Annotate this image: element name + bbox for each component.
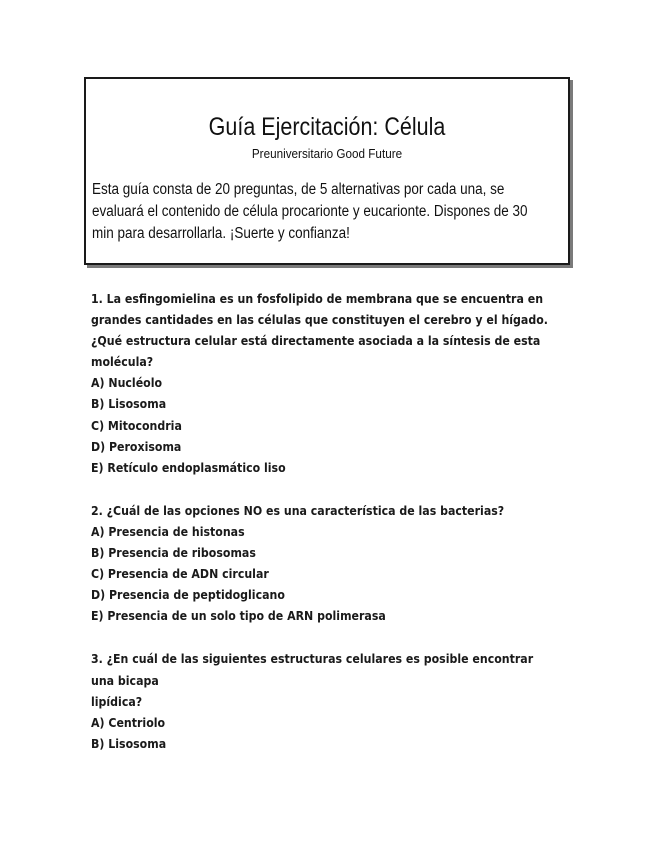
question-3	[91, 648, 581, 753]
answer-option-a: A) Nucléolo	[91, 375, 163, 391]
intro-line: min para desarrollarla. ¡Suerte y confianza!	[92, 225, 350, 242]
question-stem-line: 1. La esfingomielina es un fosfolipido de membrana que se encuentra en	[91, 291, 544, 306]
question-2	[91, 500, 581, 627]
question-list	[91, 288, 581, 754]
intro-line: Esta guía consta de 20 preguntas, de 5 alternativas por cada una, se	[92, 181, 505, 198]
intro-line: evaluará el contenido de célula procarionte y eucarionte. Dispones de 30	[92, 203, 528, 220]
answer-option-d: D) Presencia de peptidoglicano	[91, 587, 285, 603]
answer-option-d: D) Peroxisoma	[91, 438, 182, 454]
intro-paragraph	[92, 179, 562, 245]
question-spacer	[91, 478, 581, 500]
answer-option-a: A) Presencia de histonas	[91, 523, 245, 539]
question-stem-line: lipídica?	[91, 693, 143, 709]
answer-option-c: C) Presencia de ADN circular	[91, 566, 269, 582]
question-spacer	[91, 626, 581, 648]
answer-option-a: A) Centriolo	[91, 714, 166, 730]
question-stem-line: una bicapa	[91, 672, 159, 688]
answer-option-c: C) Mitocondria	[91, 417, 182, 433]
question-stem-line: grandes cantidades en las células que constituyen el cerebro y el hígado.	[91, 312, 548, 328]
answer-option-e: E) Presencia de un solo tipo de ARN polimerasa	[91, 608, 386, 624]
question-stem-line: molécula?	[91, 354, 154, 370]
header-box	[84, 77, 570, 265]
question-stem-line: 3. ¿En cuál de las siguientes estructuras celulares es posible encontrar	[91, 651, 534, 667]
question-stem-line: 2. ¿Cuál de las opciones NO es una característica de las bacterias?	[91, 502, 505, 518]
answer-option-b: B) Lisosoma	[91, 735, 167, 751]
question-1	[91, 288, 581, 478]
answer-option-b: B) Lisosoma	[91, 396, 167, 412]
answer-option-b: B) Presencia de ribosomas	[91, 545, 256, 561]
page-subtitle: Preuniversitario Good Future	[251, 146, 403, 161]
page-title: Guía Ejercitación: Célula	[208, 113, 446, 141]
question-stem-line: ¿Qué estructura celular está directamente asociada a la síntesis de esta	[91, 333, 541, 349]
answer-option-e: E) Retículo endoplasmático liso	[91, 459, 286, 475]
